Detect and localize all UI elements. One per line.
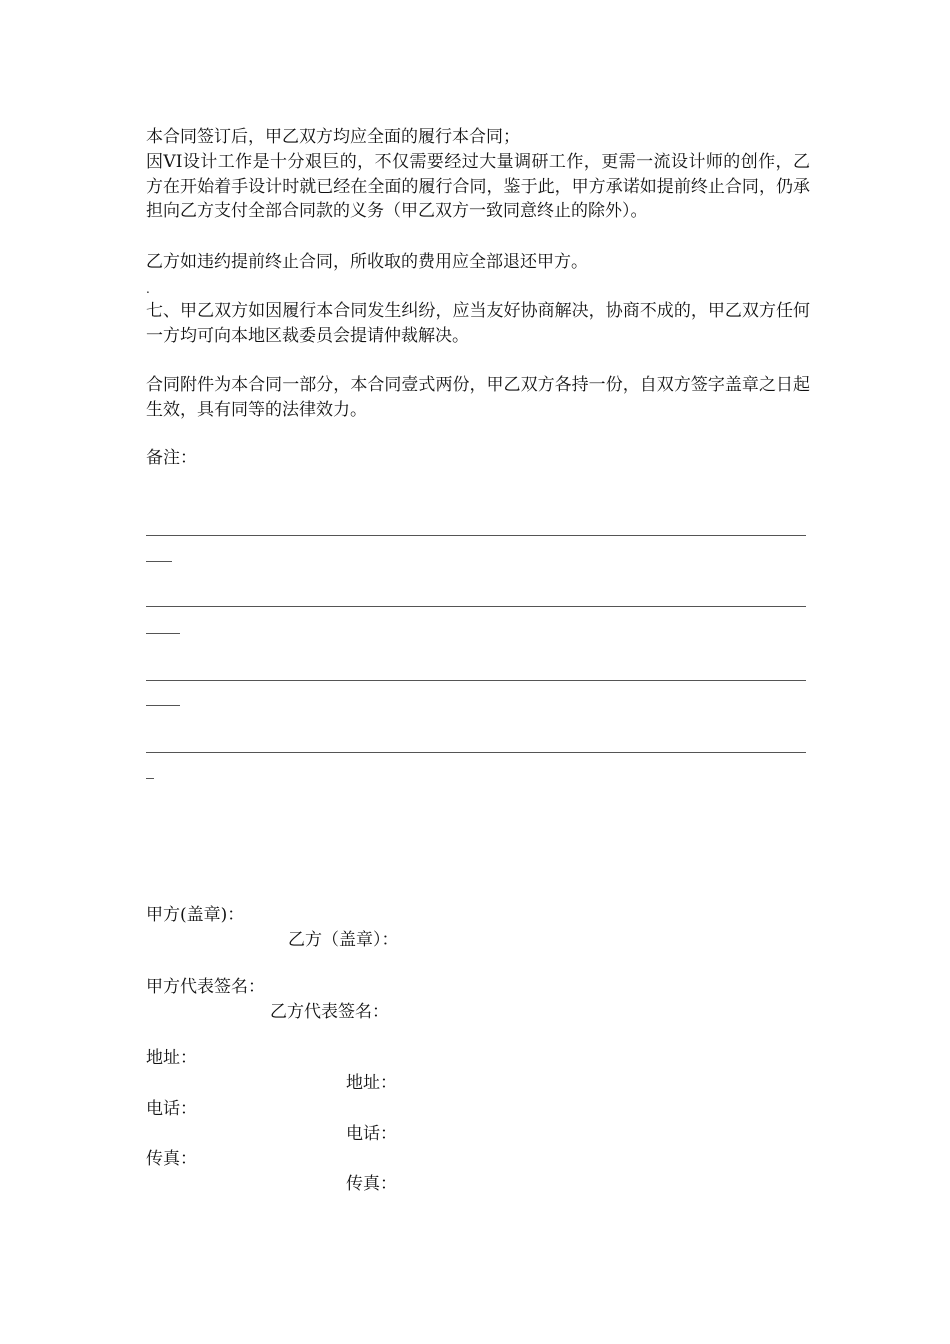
remarks-line-1-tail bbox=[146, 561, 172, 562]
party-a-address: 地址： bbox=[146, 1048, 197, 1068]
party-a-seal: 甲方(盖章)： bbox=[146, 905, 245, 925]
remarks-line-1 bbox=[146, 535, 806, 536]
remarks-line-2 bbox=[146, 606, 806, 607]
remarks-line-4-tail bbox=[146, 778, 154, 779]
remarks-line-3-tail bbox=[146, 705, 180, 706]
party-b-address: 地址： bbox=[346, 1073, 397, 1093]
clause-attachments: 合同附件为本合同一部分，本合同壹式两份，甲乙双方各持一份，自双方签字盖章之日起生效，具有同等的法律效力。 bbox=[146, 375, 810, 420]
party-a-fax: 传真： bbox=[146, 1149, 197, 1169]
remarks-line-4 bbox=[146, 752, 806, 753]
remarks-line-3 bbox=[146, 680, 806, 681]
clause-termination-party-a: 因VI设计工作是十分艰巨的，不仅需要经过大量调研工作，更需一流设计师的创作，乙方在开始着手设计时就已经在全面的履行合同，鉴于此，甲方承诺如提前终止合同，仍承担向乙方支付全部合同款的义务（甲乙双方一致同意终止的除外）。 bbox=[146, 152, 810, 221]
clause-fulfill: 本合同签订后，甲乙双方均应全面的履行本合同； bbox=[146, 127, 520, 147]
party-b-seal: 乙方（盖章）： bbox=[288, 930, 399, 950]
remarks-label: 备注： bbox=[146, 448, 197, 468]
party-b-phone: 电话： bbox=[346, 1124, 397, 1144]
clause-termination-party-b: 乙方如违约提前终止合同，所收取的费用应全部退还甲方。 bbox=[146, 252, 588, 272]
stray-dot: . bbox=[146, 282, 150, 296]
party-a-phone: 电话： bbox=[146, 1099, 197, 1119]
party-b-representative: 乙方代表签名： bbox=[270, 1002, 389, 1022]
remarks-line-2-tail bbox=[146, 633, 180, 634]
party-a-representative: 甲方代表签名： bbox=[146, 977, 265, 997]
clause-seven-dispute: 七、甲乙双方如因履行本合同发生纠纷，应当友好协商解决，协商不成的，甲乙双方任何一方均可向本地区裁委员会提请仲裁解决。 bbox=[146, 301, 810, 346]
party-b-fax: 传真： bbox=[346, 1174, 397, 1194]
